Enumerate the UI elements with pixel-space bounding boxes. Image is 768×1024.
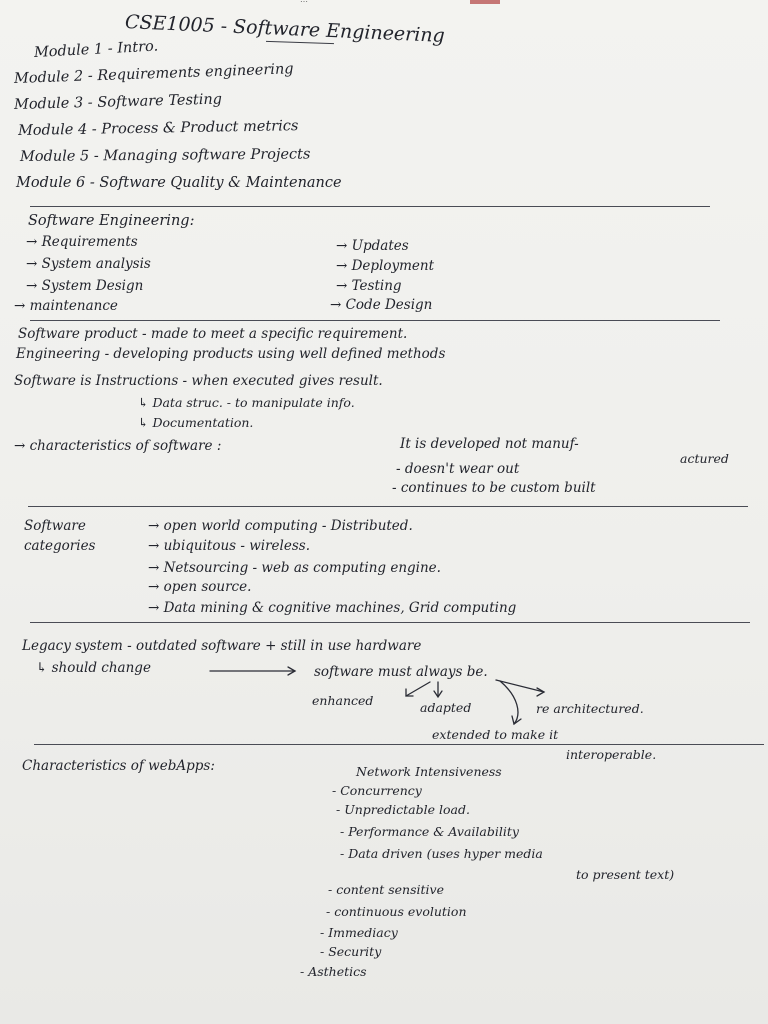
webapps-label: Characteristics of webApps: [22,758,215,774]
def-engineering: Engineering - developing products using well defined methods [16,346,446,362]
divider [28,506,748,507]
legacy-extended: extended to make it [432,727,559,742]
divider [30,622,750,623]
categories-label: Software [24,518,86,534]
webapp-item: - Data driven (uses hyper media [340,846,543,861]
module-item: Module 4 - Process & Product metrics [17,118,299,139]
arrow-head-icon [512,716,521,724]
se-left-item: → System analysis [26,256,151,272]
red-mark [470,0,500,4]
se-right-item: → Deployment [336,258,435,274]
legacy-line-2b: software must always be. [314,664,488,680]
legacy-rearch: re architectured. [536,701,644,716]
def-char-label: → characteristics of software : [14,438,222,454]
page-title: CSE1005 - Software Engineering [124,11,446,47]
legacy-enhanced: enhanced [312,693,374,708]
webapp-item: - continuous evolution [326,904,467,919]
divider [30,206,710,207]
divider [30,320,720,321]
def-char-1: It is developed not manuf- [400,436,579,452]
webapp-item: - Asthetics [300,964,367,979]
arrow-down-left-icon [406,682,430,696]
categories-label: categories [24,538,96,554]
module-item: Module 3 - Software Testing [13,91,223,113]
legacy-line-1: Legacy system - outdated software + still in use hardware [22,638,422,654]
legacy-line-2a: ↳ should change [36,660,151,676]
def-char-2: - doesn't wear out [396,461,520,477]
module-item: Module 2 - Requirements engineering [13,61,294,87]
webapp-item: - Security [320,944,382,959]
header-strip [0,0,768,10]
arrow-curve-icon [500,681,518,724]
category-item: → open source. [148,579,252,595]
webapp-item: Network Intensiveness [356,764,502,779]
arrow-head-icon [434,691,442,697]
header-strip-text [300,0,308,4]
def-char-1b: actured [680,451,729,466]
category-item: → open world computing - Distributed. [148,518,413,534]
se-right-item: → Testing [336,278,402,294]
webapp-item: - Concurrency [332,783,422,798]
legacy-interop: interoperable. [566,747,657,762]
webapp-item: - content sensitive [328,882,444,897]
se-left-item: → Requirements [26,234,138,250]
category-item: → Netsourcing - web as computing engine. [148,560,441,576]
arrow-down-right-icon [496,680,544,692]
def-char-3: - continues to be custom built [392,480,596,496]
divider [34,744,764,745]
se-right-item: → Updates [336,238,409,254]
def-product: Software product - made to meet a specific requirement. [18,326,408,342]
module-item: Module 6 - Software Quality & Maintenance [16,175,342,191]
module-item: Module 5 - Managing software Projects [19,146,311,165]
arrow-head-icon [537,688,544,696]
webapp-item: to present text) [576,867,675,882]
se-heading: Software Engineering: [28,213,195,229]
se-left-item: → maintenance [14,298,118,314]
def-software-is: Software is Instructions - when executed gives result. [14,373,383,389]
category-item: → ubiquitous - wireless. [148,538,310,554]
arrow-head-icon [288,667,295,675]
def-documentation: ↳ Documentation. [138,415,254,430]
arrow-head-icon [406,689,413,696]
webapp-item: - Performance & Availability [340,824,519,839]
se-right-item: → Code Design [330,297,433,313]
webapp-item: - Immediacy [320,925,398,940]
category-item: → Data mining & cognitive machines, Grid computing [148,600,517,616]
def-data-struc: ↳ Data struc. - to manipulate info. [138,395,355,410]
legacy-adapted: adapted [420,700,472,715]
se-left-item: → System Design [26,278,144,294]
webapp-item: - Unpredictable load. [336,802,470,817]
module-item: Module 1 - Intro. [33,38,159,61]
